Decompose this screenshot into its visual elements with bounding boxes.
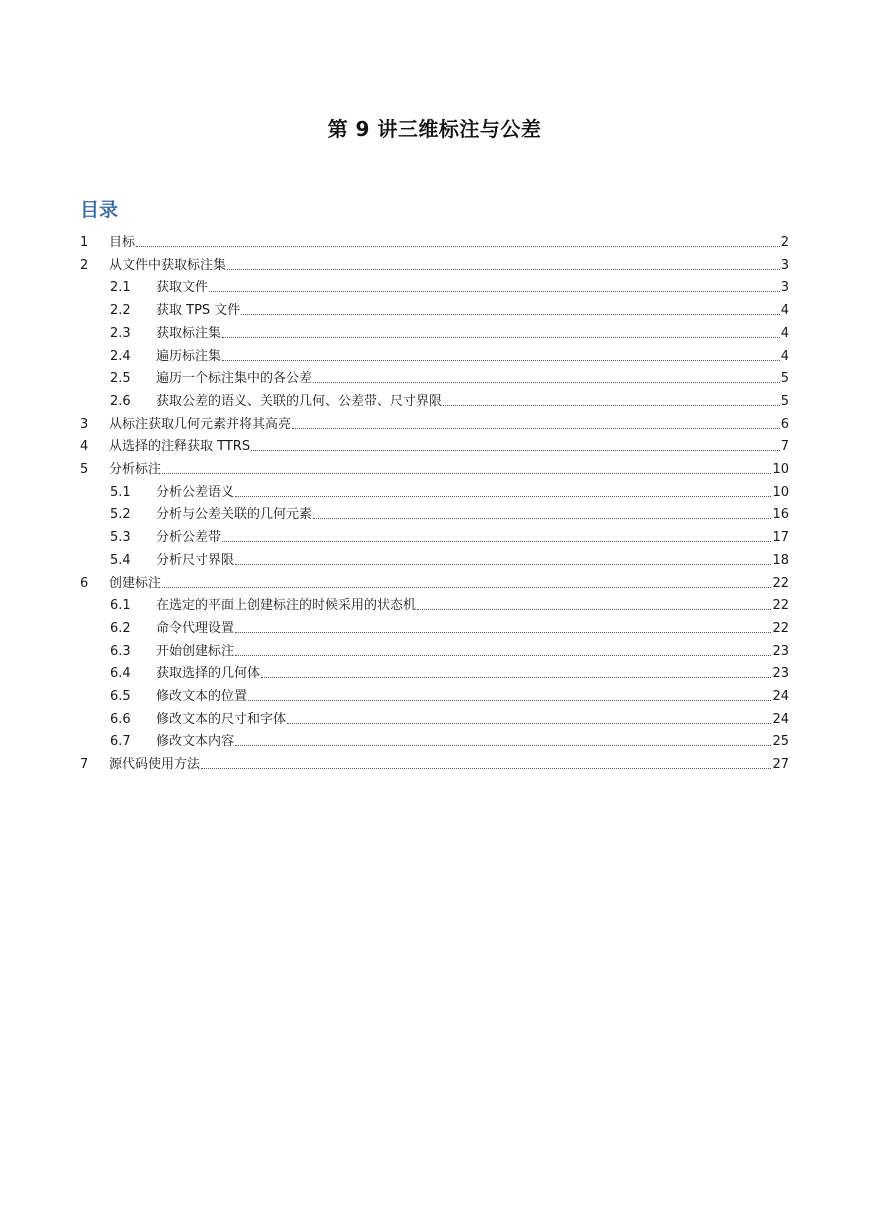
- document-title: 第 9 讲三维标注与公差: [327, 117, 542, 141]
- toc-entry-page: 24: [772, 689, 789, 704]
- toc-entry-title: 在选定的平面上创建标注的时候采用的状态机: [156, 598, 417, 614]
- toc-entry-page: 27: [772, 757, 789, 773]
- toc-entry[interactable]: [110, 706, 789, 728]
- toc-dot-leader: [222, 337, 780, 338]
- toc-entry-page: 4: [780, 303, 789, 319]
- toc-entry-page: 22: [772, 575, 789, 591]
- toc-entry-title: 创建标注: [109, 575, 162, 591]
- toc-entry-page: 5: [780, 371, 789, 387]
- toc-entry[interactable]: [110, 274, 789, 296]
- toc-entry-number: 7: [80, 757, 89, 773]
- toc-entry-title: 修改文本内容: [156, 734, 235, 750]
- toc-entry-number: 2.2: [110, 303, 131, 319]
- toc-entry-title: 从文件中获取标注集: [109, 257, 227, 273]
- toc-entry-title: 获取 TPS 文件: [156, 303, 241, 319]
- toc-entry-number: 6.7: [110, 734, 131, 750]
- toc-dot-leader: [292, 428, 780, 429]
- toc-entry-title: 从选择的注释获取 TTRS: [109, 439, 251, 455]
- toc-dot-leader: [417, 609, 771, 610]
- toc-dot-leader: [162, 473, 771, 474]
- toc-entry[interactable]: [80, 570, 789, 592]
- toc-entry-number: 1: [80, 235, 89, 250]
- toc-entry-page: 3: [780, 257, 789, 273]
- toc-entry-number: 6.5: [110, 689, 131, 704]
- toc-dot-leader: [201, 768, 771, 769]
- toc-dot-leader: [251, 450, 780, 451]
- toc-entry-page: 22: [772, 598, 789, 614]
- toc-entry[interactable]: [110, 343, 789, 365]
- toc-entry-page: 3: [780, 280, 789, 296]
- toc-entry-number: 6: [80, 575, 89, 591]
- toc-entry-number: 6.6: [110, 711, 131, 727]
- toc-dot-leader: [287, 723, 771, 724]
- toc-entry[interactable]: [110, 365, 789, 387]
- toc-entry-page: 10: [772, 484, 789, 500]
- toc-entry-title: 获取文件: [156, 280, 209, 296]
- toc-entry-number: 6.4: [110, 666, 131, 682]
- toc-dot-leader: [235, 564, 771, 565]
- toc-dot-leader: [222, 360, 780, 361]
- toc-entry[interactable]: [80, 411, 789, 433]
- toc-heading: 目录: [80, 199, 119, 221]
- toc-dot-leader: [248, 700, 771, 701]
- toc-entry-title: 命令代理设置: [156, 620, 235, 636]
- toc-entry-title: 源代码使用方法: [109, 757, 201, 773]
- toc-entry-number: 5.3: [110, 530, 131, 546]
- toc-entry-number: 2.4: [110, 348, 131, 364]
- toc-entry-page: 4: [780, 325, 789, 341]
- toc-entry[interactable]: [110, 683, 789, 705]
- toc-entry[interactable]: [110, 479, 789, 501]
- toc-dot-leader: [136, 246, 780, 247]
- toc-entry-page: 7: [780, 439, 789, 455]
- toc-entry-title: 分析公差带: [156, 530, 222, 546]
- toc-entry[interactable]: [110, 524, 789, 546]
- toc-entry-title: 目标: [109, 235, 136, 250]
- toc-entry-title: 修改文本的尺寸和字体: [156, 711, 287, 727]
- toc-entry-title: 分析尺寸界限: [156, 552, 235, 568]
- toc-entry-number: 2.6: [110, 393, 131, 409]
- toc-entry-title: 分析与公差关联的几何元素: [156, 507, 313, 523]
- toc-entry-number: 6.1: [110, 598, 131, 614]
- toc-entry-page: 2: [780, 235, 789, 250]
- toc-dot-leader: [222, 541, 771, 542]
- toc-dot-leader: [235, 745, 771, 746]
- toc-entry[interactable]: [110, 728, 789, 750]
- toc-dot-leader: [261, 677, 771, 678]
- toc-entry-number: 5.1: [110, 484, 131, 500]
- toc-entry-page: 5: [780, 393, 789, 409]
- toc-dot-leader: [313, 382, 780, 383]
- toc-entry-number: 6.3: [110, 643, 131, 659]
- toc-entry[interactable]: [110, 388, 789, 410]
- toc-entry-title: 分析标注: [109, 462, 162, 477]
- toc-dot-leader: [313, 518, 771, 519]
- toc-dot-leader: [209, 291, 780, 292]
- toc-entry-page: 23: [772, 666, 789, 682]
- toc-entry-page: 22: [772, 620, 789, 636]
- toc-dot-leader: [235, 496, 771, 497]
- toc-entry-number: 3: [80, 416, 89, 432]
- toc-entry-number: 5: [80, 462, 89, 477]
- toc-entry-number: 2: [80, 257, 89, 273]
- toc-entry-page: 25: [772, 734, 789, 750]
- toc-entry[interactable]: [80, 456, 789, 478]
- toc-entry-page: 23: [772, 643, 789, 659]
- toc-dot-leader: [235, 632, 771, 633]
- toc-entry-title: 获取选择的几何体: [156, 666, 261, 682]
- toc-entry[interactable]: [110, 547, 789, 569]
- toc-dot-leader: [162, 587, 771, 588]
- toc-entry[interactable]: [80, 229, 789, 251]
- toc-entry[interactable]: [80, 433, 789, 455]
- toc-entry-title: 获取公差的语义、关联的几何、公差带、尺寸界限: [156, 393, 443, 409]
- toc-entry-page: 10: [772, 462, 789, 477]
- toc-entry-page: 16: [772, 507, 789, 523]
- toc-dot-leader: [443, 405, 780, 406]
- toc-entry-page: 4: [780, 348, 789, 364]
- toc-entry[interactable]: [110, 638, 789, 660]
- toc-dot-leader: [227, 269, 780, 270]
- toc-entry-title: 获取标注集: [156, 325, 222, 341]
- toc-entry-title: 开始创建标注: [156, 643, 235, 659]
- toc-entry[interactable]: [110, 615, 789, 637]
- toc-entry[interactable]: [110, 320, 789, 342]
- toc-entry-title: 修改文本的位置: [156, 689, 248, 704]
- toc-entry-title: 遍历一个标注集中的各公差: [156, 371, 313, 387]
- toc-entry-number: 4: [80, 439, 89, 455]
- toc-entry[interactable]: [80, 252, 789, 274]
- toc-entry-title: 遍历标注集: [156, 348, 222, 364]
- toc-entry[interactable]: [110, 297, 789, 319]
- toc-entry-page: 18: [772, 552, 789, 568]
- toc-entry-page: 6: [780, 416, 789, 432]
- toc-entry-number: 5.4: [110, 552, 131, 568]
- toc-entry-number: 2.1: [110, 280, 131, 296]
- toc-dot-leader: [235, 655, 771, 656]
- toc-entry[interactable]: [80, 751, 789, 773]
- toc-entry-page: 24: [772, 711, 789, 727]
- toc-entry-page: 17: [772, 530, 789, 546]
- toc-entry-number: 6.2: [110, 620, 131, 636]
- toc-entry-title: 分析公差语义: [156, 484, 235, 500]
- toc-entry[interactable]: [110, 592, 789, 614]
- toc-entry-number: 2.5: [110, 371, 131, 387]
- toc-entry-number: 5.2: [110, 507, 131, 523]
- toc-entry-number: 2.3: [110, 325, 131, 341]
- toc-entry[interactable]: [110, 501, 789, 523]
- toc-entry-title: 从标注获取几何元素并将其高亮: [109, 416, 292, 432]
- toc-entry[interactable]: [110, 660, 789, 682]
- toc-dot-leader: [241, 314, 779, 315]
